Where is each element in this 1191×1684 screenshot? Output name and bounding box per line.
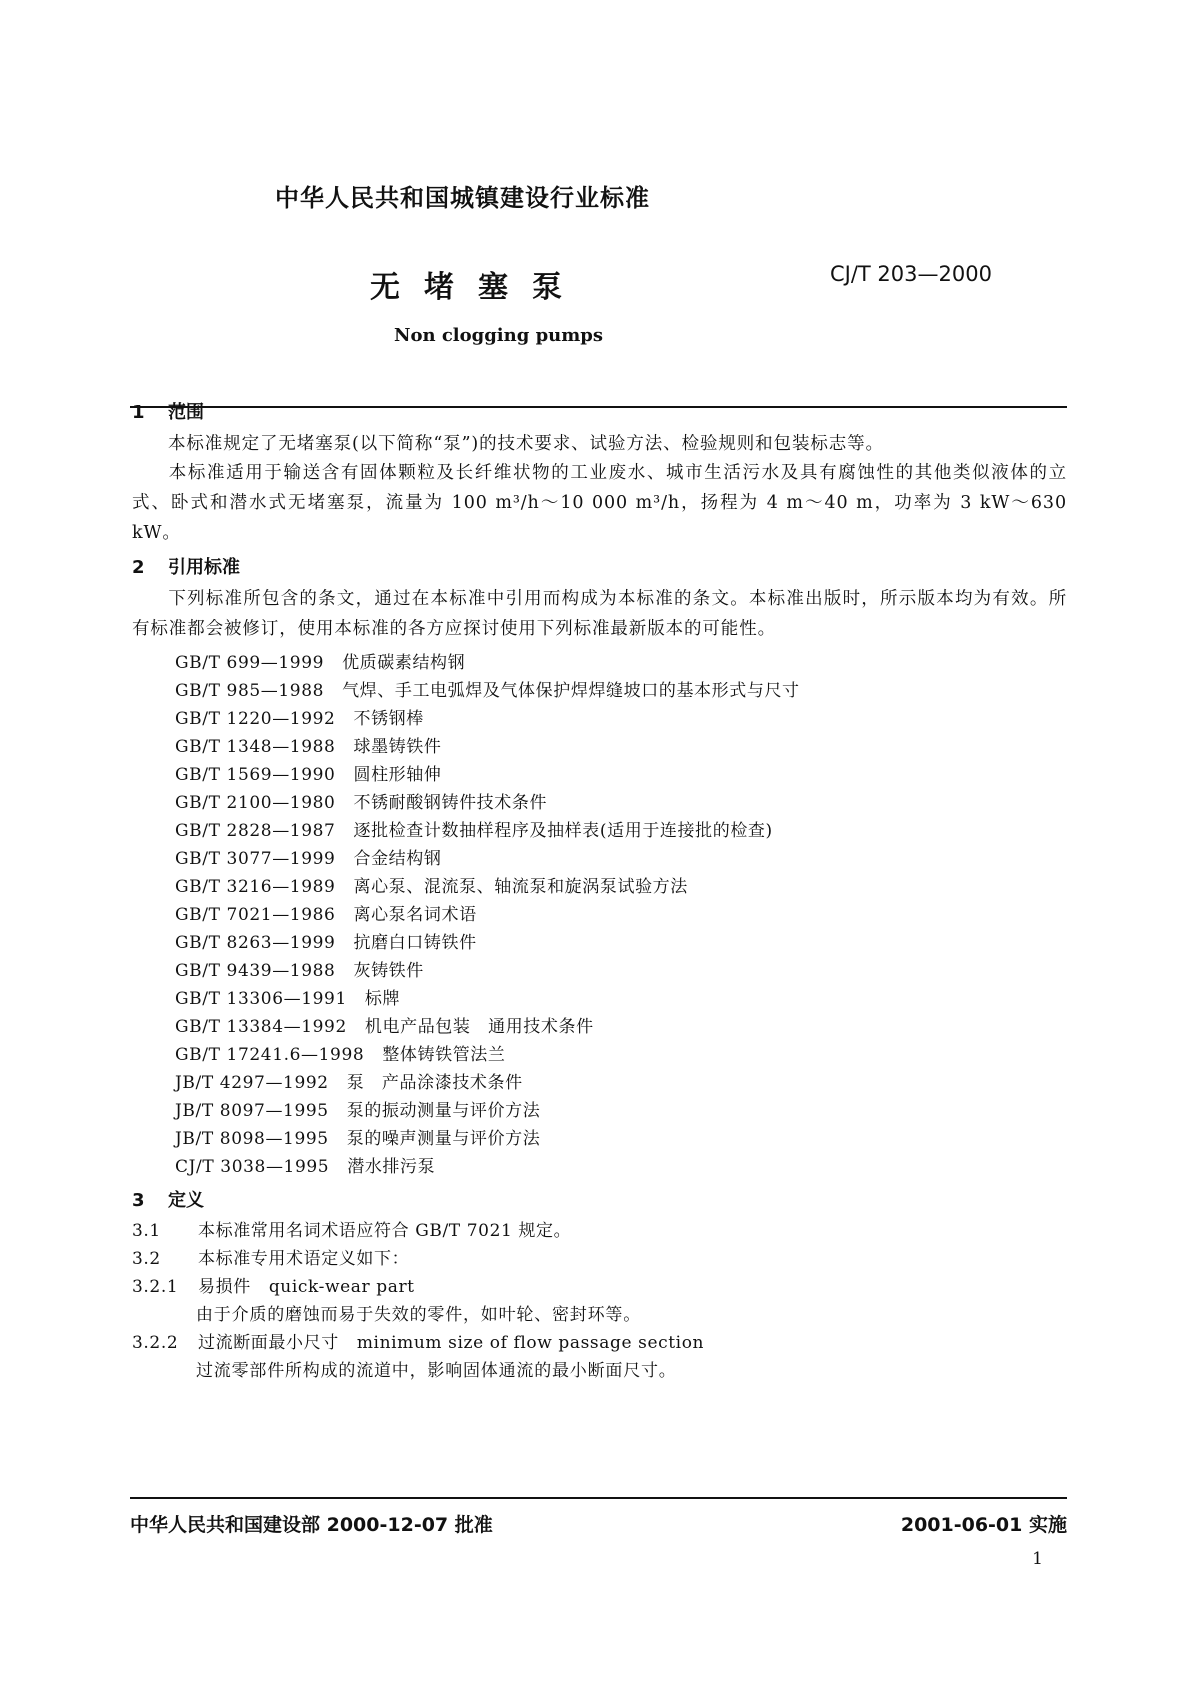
reference-item [175, 956, 424, 981]
reference-title: 灰铸铁件 [353, 961, 424, 981]
reference-item [175, 1152, 435, 1177]
term-english: minimum size of flow passage section [356, 1333, 705, 1353]
reference-item [175, 1068, 523, 1093]
reference-item [175, 1096, 540, 1121]
clause-text: 本标准常用名词术语应符合 GB/T 7021 规定。 [198, 1221, 572, 1241]
reference-code: GB/T 2828—1987 [175, 821, 336, 841]
clause-number: 3.2.2 [132, 1333, 179, 1353]
section-2-heading [132, 553, 240, 579]
reference-item [175, 1040, 506, 1065]
reference-item [175, 788, 547, 813]
reference-code: CJ/T 3038—1995 [175, 1157, 330, 1177]
reference-title: 泵的振动测量与评价方法 [346, 1101, 541, 1121]
reference-code: GB/T 8263—1999 [175, 933, 336, 953]
reference-item [175, 872, 688, 897]
definition-3-1 [132, 1216, 571, 1241]
reference-title: 离心泵、混流泵、轴流泵和旋涡泵试验方法 [353, 877, 688, 897]
reference-code: GB/T 13384—1992 [175, 1017, 347, 1037]
section-title: 引用标准 [168, 557, 240, 578]
reference-title: 逐批检查计数抽样程序及抽样表(适用于连接批的检查) [353, 821, 773, 841]
bottom-divider [130, 1497, 1067, 1499]
term-chinese: 过流断面最小尺寸 [198, 1333, 339, 1353]
section-title: 定义 [168, 1190, 204, 1211]
section-2-intro [132, 584, 1067, 644]
top-divider [130, 406, 1067, 408]
reference-code: GB/T 3077—1999 [175, 849, 336, 869]
clause-number: 3.2 [132, 1249, 161, 1269]
reference-item [175, 984, 400, 1009]
clause-number: 3.1 [132, 1221, 161, 1241]
reference-item [175, 928, 477, 953]
section-1-paragraph-1 [132, 429, 1067, 459]
reference-item [175, 676, 800, 701]
section-number: 2 [132, 557, 145, 578]
paragraph-text: 本标准适用于输送含有固体颗粒及长纤维状物的工业废水、城市生活污水及具有腐蚀性的其他类似液体的立式、卧式和潜水式无堵塞泵，流量为 100 m³/h～10 000 m³/h，扬程为 4 m～40 m，功率为 3 kW～630 kW。 [132, 463, 1067, 543]
section-3-heading [132, 1186, 204, 1212]
reference-item [175, 648, 465, 673]
section-number: 1 [132, 402, 145, 423]
section-title: 范围 [168, 402, 204, 423]
reference-code: GB/T 17241.6—1998 [175, 1045, 365, 1065]
reference-title: 标牌 [364, 989, 401, 1009]
reference-item [175, 1012, 594, 1037]
standard-title-english: Non clogging pumps [394, 325, 604, 346]
standard-title-chinese: 无堵塞泵 [370, 270, 586, 305]
section-number: 3 [132, 1190, 145, 1211]
reference-code: GB/T 2100—1980 [175, 793, 336, 813]
reference-title: 球墨铸铁件 [353, 737, 442, 757]
reference-title: 合金结构钢 [353, 849, 442, 869]
clause-text: 本标准专用术语定义如下： [198, 1249, 410, 1269]
page-number: 1 [1032, 1549, 1043, 1569]
reference-code: JB/T 8097—1995 [175, 1101, 329, 1121]
section-1-paragraph-2 [132, 458, 1067, 548]
reference-code: GB/T 985—1988 [175, 681, 325, 701]
standard-code: CJ/T 203—2000 [830, 262, 992, 286]
reference-title: 离心泵名词术语 [353, 905, 477, 925]
reference-code: GB/T 3216—1989 [175, 877, 336, 897]
term-english: quick-wear part [268, 1277, 415, 1297]
paragraph-text: 下列标准所包含的条文，通过在本标准中引用而构成为本标准的条文。本标准出版时，所示版本均为有效。所有标准都会被修订，使用本标准的各方应探讨使用下列标准最新版本的可能性。 [132, 589, 1067, 639]
reference-title: 潜水排污泵 [347, 1157, 436, 1177]
reference-title: 整体铸铁管法兰 [382, 1045, 506, 1065]
reference-title: 不锈钢棒 [353, 709, 424, 729]
reference-title: 圆柱形轴伸 [353, 765, 442, 785]
reference-code: JB/T 8098—1995 [175, 1129, 329, 1149]
approval-date: 中华人民共和国建设部 2000-12-07 批准 [130, 1514, 493, 1536]
reference-code: GB/T 13306—1991 [175, 989, 347, 1009]
definition-3-2-2 [132, 1328, 704, 1353]
definition-3-2 [132, 1244, 409, 1269]
definition-3-2-1-body: 由于介质的磨蚀而易于失效的零件，如叶轮、密封环等。 [196, 1305, 641, 1325]
reference-title: 不锈耐酸钢铸件技术条件 [353, 793, 548, 813]
definition-3-2-1 [132, 1272, 415, 1297]
reference-item [175, 704, 424, 729]
reference-item [175, 900, 477, 925]
paragraph-text: 本标准规定了无堵塞泵(以下简称“泵”)的技术要求、试验方法、检验规则和包装标志等。 [168, 434, 884, 454]
reference-item [175, 1124, 540, 1149]
reference-code: GB/T 1348—1988 [175, 737, 336, 757]
reference-item [175, 760, 441, 785]
reference-title: 泵的噪声测量与评价方法 [346, 1129, 541, 1149]
reference-item [175, 844, 441, 869]
definition-3-2-2-body: 过流零部件所构成的流道中，影响固体通流的最小断面尺寸。 [196, 1361, 677, 1381]
reference-title: 优质碳素结构钢 [342, 653, 466, 673]
reference-code: GB/T 7021—1986 [175, 905, 336, 925]
issuing-authority-header: 中华人民共和国城镇建设行业标准 [275, 184, 650, 212]
reference-title: 气焊、手工电弧焊及气体保护焊焊缝坡口的基本形式与尺寸 [342, 681, 800, 701]
reference-code: GB/T 699—1999 [175, 653, 325, 673]
implementation-date: 2001-06-01 实施 [900, 1514, 1067, 1536]
reference-title: 抗磨白口铸铁件 [353, 933, 477, 953]
reference-code: GB/T 1220—1992 [175, 709, 336, 729]
clause-number: 3.2.1 [132, 1277, 179, 1297]
reference-item [175, 732, 441, 757]
reference-item [175, 816, 773, 841]
reference-title: 泵 产品涂漆技术条件 [346, 1073, 523, 1093]
reference-title: 机电产品包装 通用技术条件 [364, 1017, 594, 1037]
reference-code: GB/T 1569—1990 [175, 765, 336, 785]
section-1-heading [132, 398, 204, 424]
term-chinese: 易损件 [198, 1277, 251, 1297]
reference-code: JB/T 4297—1992 [175, 1073, 329, 1093]
reference-code: GB/T 9439—1988 [175, 961, 336, 981]
